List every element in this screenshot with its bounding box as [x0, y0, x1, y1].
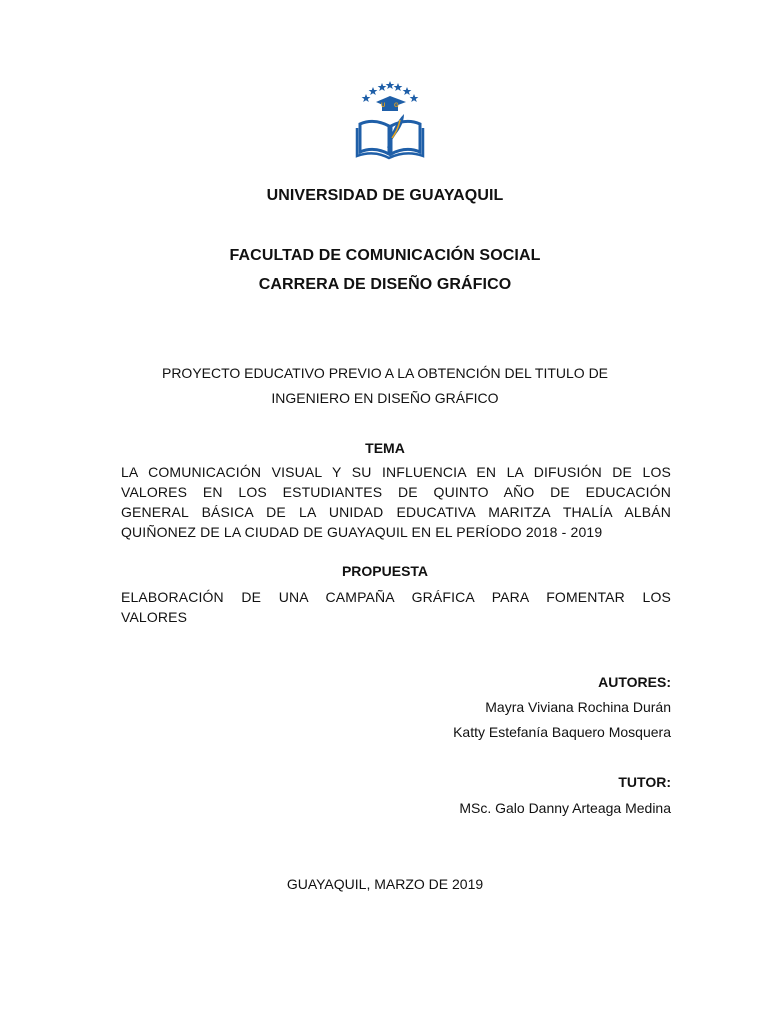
university-title: UNIVERSIDAD DE GUAYAQUIL: [266, 187, 504, 204]
propuesta-line-2: VALORES: [121, 609, 188, 625]
svg-text:G: G: [394, 103, 399, 109]
tema-line-3: GENERAL BÁSICA DE LA UNIDAD EDUCATIVA MARITZA THALÍA ALBÁN: [121, 504, 671, 520]
project-line-2: INGENIERO EN DISEÑO GRÁFICO: [271, 390, 499, 406]
svg-text:U: U: [381, 103, 386, 109]
tema-line-1: LA COMUNICACIÓN VISUAL Y SU INFLUENCIA EN LA DIFUSIÓN DE LOS: [121, 464, 671, 480]
author-name: Katty Estefanía Baquero Mosquera: [453, 724, 671, 740]
project-line-1: PROYECTO EDUCATIVO PREVIO A LA OBTENCIÓN DEL TITULO DE: [161, 365, 609, 381]
propuesta-label: PROPUESTA: [341, 563, 429, 579]
university-crest-icon: [354, 78, 426, 162]
tutor-name: MSc. Galo Danny Arteaga Medina: [459, 800, 671, 816]
place-date: GUAYAQUIL, MARZO DE 2019: [286, 876, 484, 892]
tema-line-2: VALORES EN LOS ESTUDIANTES DE QUINTO AÑO DE EDUCACIÓN: [121, 484, 671, 500]
faculty-title: FACULTAD DE COMUNICACIÓN SOCIAL: [229, 247, 541, 264]
author-name: Mayra Viviana Rochina Durán: [485, 699, 671, 715]
propuesta-line-1: ELABORACIÓN DE UNA CAMPAÑA GRÁFICA PARA FOMENTAR LOS: [121, 589, 671, 605]
autores-label: AUTORES:: [598, 674, 671, 690]
tema-line-4: QUIÑONEZ DE LA CIUDAD DE GUAYAQUIL EN EL PERÍODO 2018 - 2019: [121, 524, 603, 540]
tutor-label: TUTOR:: [618, 774, 671, 790]
tema-label: TEMA: [365, 440, 405, 456]
career-title: CARRERA DE DISEÑO GRÁFICO: [258, 276, 512, 293]
